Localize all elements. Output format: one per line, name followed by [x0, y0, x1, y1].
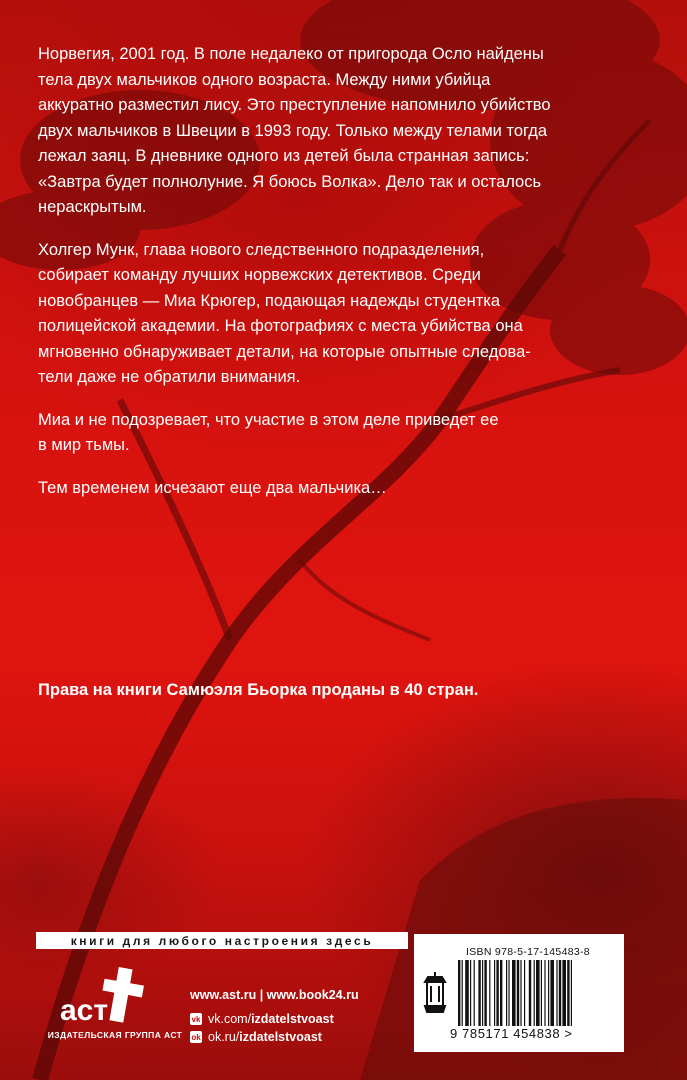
ast-logo-text: аст: [60, 994, 109, 1027]
tagline-bar: [36, 932, 408, 949]
blurb-paragraph-4: Тем временем исчезают еще два мальчика…: [38, 478, 387, 497]
blurb-text: [38, 42, 598, 518]
publisher-caption: ИЗДАТЕЛЬСКАЯ ГРУППА АСТ: [47, 1030, 183, 1040]
tagline-text: книги для любого настроения здесь: [70, 933, 374, 948]
barcode-bars: [456, 960, 612, 1030]
blurb-paragraph-1: Норвегия, 2001 год. В поле недалеко от пригорода Осло найдены тела двух мальчиков одного возраста. Между ними убийца аккуратно разместил лису. Это преступление напомнило убийство двух мальчиков в Швеции в 1993 году. Только между телами тогда лежал заяц. В дневнике одного из детей была странная запись: «Завтра будет полнолуние. Я боюсь Волка». Дело так и осталось нераскрытым.: [38, 45, 551, 216]
isbn-barcode-box: [414, 934, 624, 1052]
ok-icon: ok: [191, 1032, 201, 1042]
publisher-websites[interactable]: www.ast.ru | www.book24.ru: [190, 988, 359, 1002]
blurb-paragraph-3: Миа и не подозревает, что участие в этом деле приведет ее в мир тьмы.: [38, 410, 499, 454]
rights-statement: Права на книги Самюэля Бьорка проданы в 40 стран.: [38, 681, 479, 699]
ast-logo: [56, 960, 166, 1040]
vk-icon: vk: [191, 1014, 201, 1024]
isbn-text: ISBN 978-5-17-145483-8: [466, 946, 590, 958]
blurb-paragraph-2: Холгер Мунк, глава нового следственного подразделения, собирает команду лучших норвежских детективов. Среди новобранцев — Миа Крюгер, подающая надежды студентка полицейской академии. На фотографиях с места убийства она мгновенно обнаруживает детали, на которые опытные следова- тели даже не обратили внимания.: [38, 240, 531, 386]
vk-link[interactable]: vk vk.com/ izdatelstvoast: [191, 1012, 334, 1026]
lantern-icon: [420, 970, 450, 1016]
barcode-digits: 9 785171 454838 >: [450, 1026, 573, 1041]
ok-link[interactable]: ok ok.ru/ izdatelstvoast: [191, 1030, 322, 1044]
